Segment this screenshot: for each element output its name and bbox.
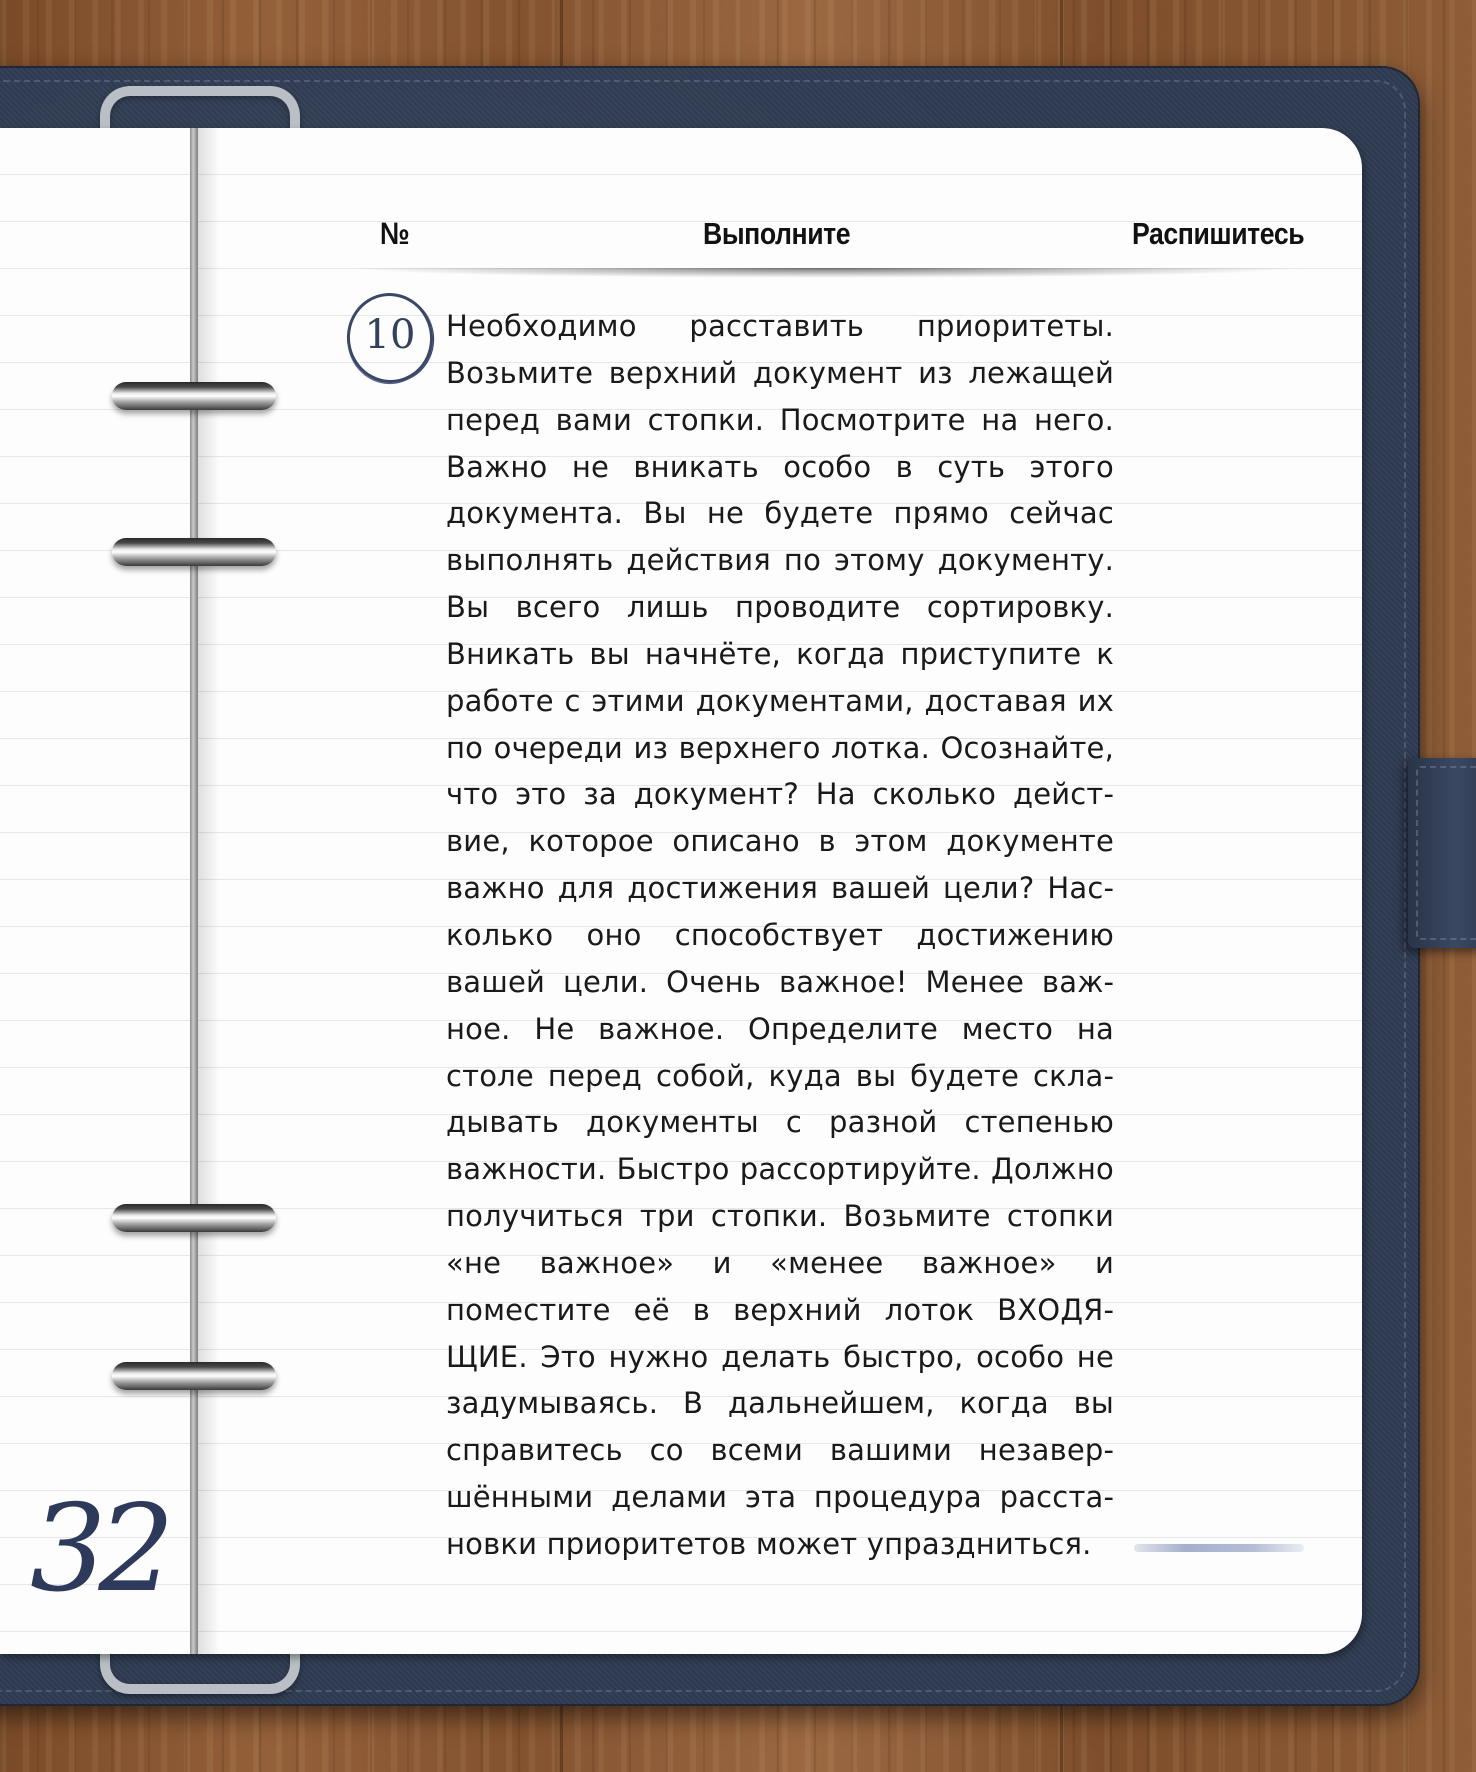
header-divider	[346, 268, 1306, 278]
binder-spine	[190, 128, 198, 1654]
spine-shadow	[198, 128, 220, 1654]
task-number: 10	[364, 312, 416, 358]
binder-ring-icon	[112, 382, 276, 410]
page-number: 32	[30, 1480, 167, 1619]
binder-ring-icon	[112, 1362, 276, 1390]
column-header-signature: Распишитесь	[1132, 216, 1305, 251]
binder-strap	[1408, 758, 1476, 948]
column-header-number: №	[380, 216, 410, 251]
binder-ring-icon	[112, 1204, 276, 1232]
task-description: Необходимо расставить приоритеты. Возьмите верхний документ из лежащей перед вами стопки. Посмотрите на него. Важно не вникать особо в суть этого документа. Вы не будете прямо сейчас выполнять действия по этому документу. Вы всего лишь проводите сортировку. Вникать вы начнёте, когда приступите к работе с этими документами, доставая их по очереди из верхнего лотка. Осознайте, что это за документ? На сколько действие, которое описано в этом документе важно для достижения вашей цели? Насколько оно способствует достижению вашей цели. Очень важное! Менее важное. Не важное. Определите место на столе перед собой, куда вы будете складывать документы с разной степенью важности. Быстро рассортируйте. Должно получиться три стопки. Возьмите стопки «не важное» и «менее важное» и поместите её в верхний лоток ВХОДЯЩИЕ. Это нужно делать быстро, особо не задумываясь. В дальнейшем, когда вы справитесь со всеми вашими незавершёнными делами эта процедура расстановки приоритетов может упраздниться.	[446, 309, 1114, 1561]
column-header-action: Выполните	[703, 216, 851, 251]
binder-ring-icon	[112, 538, 276, 566]
signature-field[interactable]	[1134, 1544, 1304, 1552]
